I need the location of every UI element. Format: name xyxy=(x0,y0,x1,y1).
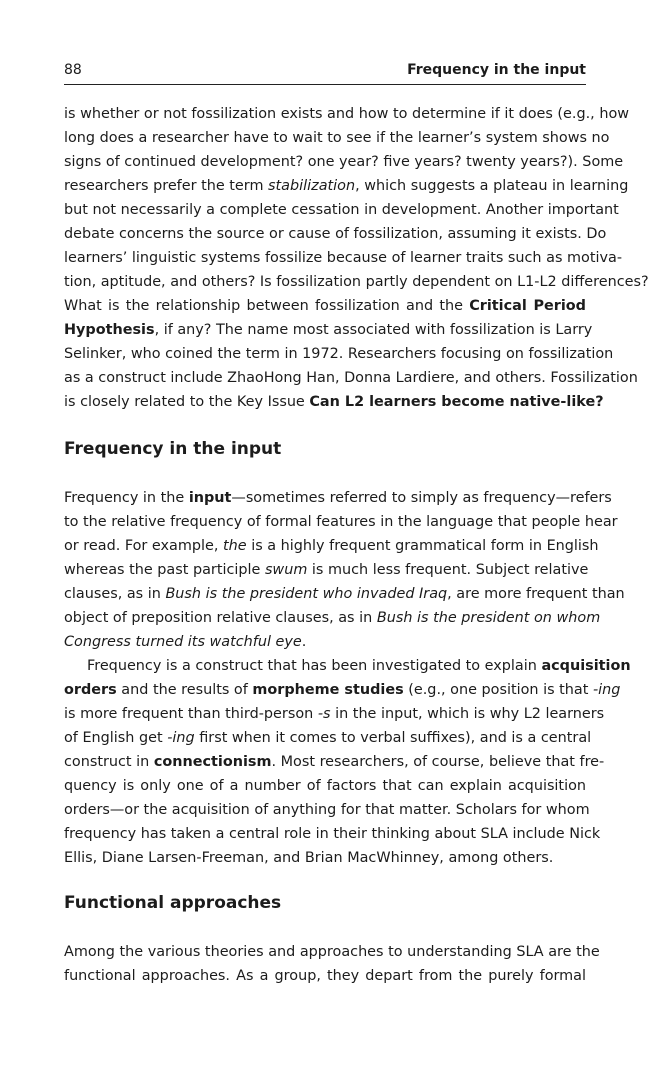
running-title: Frequency in the input xyxy=(407,62,586,78)
text-run: is closely related to the Key Issue xyxy=(64,394,310,410)
text-run: object of preposition relative clauses, as in xyxy=(64,610,377,626)
text-line xyxy=(64,487,612,509)
bold-term: Can L2 learners become native-like? xyxy=(309,394,604,410)
bold-term: Critical Period xyxy=(469,298,586,314)
text-run: , are more frequent than xyxy=(447,586,625,602)
text-line xyxy=(64,199,619,221)
text-run: and the results of xyxy=(116,682,253,698)
text-run: . xyxy=(301,634,307,650)
text-run: —sometimes referred to simply as frequency—refers xyxy=(231,490,612,506)
text-run: researchers prefer the term xyxy=(64,178,269,194)
text-line xyxy=(64,631,586,653)
text-run: of English get xyxy=(64,730,168,746)
text-line xyxy=(64,319,593,341)
text-line xyxy=(64,127,610,149)
bold-term: acquisition xyxy=(541,658,631,674)
text-line xyxy=(64,175,629,197)
italic-term: the xyxy=(223,538,247,554)
text-run: first when it comes to verbal suffixes), and is a central xyxy=(194,730,592,746)
italic-term: stabilization xyxy=(268,178,356,194)
italic-term: -s xyxy=(317,706,331,722)
text-line xyxy=(64,607,601,629)
text-line xyxy=(64,823,601,845)
text-line xyxy=(64,679,621,701)
text-run: in the input, which is why L2 learners xyxy=(330,706,605,722)
text-run: Selinker, who coined the term in 1972. Researchers focusing on fossilization xyxy=(64,346,614,362)
italic-term: Bush is the president on whom xyxy=(376,610,601,626)
text-run: clauses, as in xyxy=(64,586,166,602)
text-run: as a construct include ZhaoHong Han, Donna Lardiere, and others. Fossilization xyxy=(64,370,638,386)
text-line xyxy=(64,511,618,533)
italic-term: Congress turned its watchful eye xyxy=(64,634,302,650)
italic-term: Bush is the president who invaded Iraq xyxy=(165,586,448,602)
text-line xyxy=(64,965,586,987)
text-run: What is the relationship between fossilization and the xyxy=(64,298,470,314)
running-head xyxy=(64,62,586,85)
text-line xyxy=(64,367,638,389)
text-line xyxy=(64,559,589,581)
bold-term: morpheme studies xyxy=(252,682,404,698)
text-run: is more frequent than third-person xyxy=(64,706,318,722)
text-line xyxy=(64,247,623,269)
page-number: 88 xyxy=(64,62,82,78)
text-line xyxy=(64,751,605,773)
bold-term: orders xyxy=(64,682,117,698)
text-run: Among the various theories and approaches to understanding SLA are the xyxy=(64,944,600,960)
bold-term: Hypothesis xyxy=(64,322,155,338)
text-line xyxy=(64,799,590,821)
text-line xyxy=(64,223,607,245)
section-heading: Functional approaches xyxy=(64,893,282,913)
text-line xyxy=(64,343,614,365)
text-run: orders—or the acquisition of anything for that matter. Scholars for whom xyxy=(64,802,590,818)
text-run: learners’ linguistic systems fossilize because of learner traits such as motiva- xyxy=(64,250,623,266)
text-run: quency is only one of a number of factors that can explain acquisition xyxy=(64,778,586,794)
text-run: Frequency is a construct that has been investigated to explain xyxy=(87,658,542,674)
text-run: . Most researchers, of course, believe that fre- xyxy=(271,754,605,770)
text-run: signs of continued development? one year? five years? twenty years?). Some xyxy=(64,154,624,170)
italic-term: -ing xyxy=(592,682,621,698)
text-run: frequency has taken a central role in their thinking about SLA include Nick xyxy=(64,826,601,842)
text-run: to the relative frequency of formal features in the language that people hear xyxy=(64,514,618,530)
text-run: is whether or not fossilization exists and how to determine if it does (e.g., how xyxy=(64,106,630,122)
text-line xyxy=(64,703,605,725)
text-line xyxy=(64,271,649,293)
text-run: Ellis, Diane Larsen-Freeman, and Brian MacWhinney, among others. xyxy=(64,850,554,866)
italic-term: swum xyxy=(264,562,308,578)
text-run: , if any? The name most associated with fossilization is Larry xyxy=(154,322,593,338)
text-line xyxy=(64,295,586,317)
text-run: is a highly frequent grammatical form in English xyxy=(246,538,599,554)
text-run: or read. For example, xyxy=(64,538,223,554)
text-line xyxy=(64,151,624,173)
text-run: construct in xyxy=(64,754,154,770)
text-line xyxy=(64,583,625,605)
text-run: but not necessarily a complete cessation in development. Another important xyxy=(64,202,619,218)
text-line xyxy=(64,775,586,797)
text-run: Frequency in the xyxy=(64,490,189,506)
italic-term: -ing xyxy=(167,730,195,746)
text-run: long does a researcher have to wait to see if the learner’s system shows no xyxy=(64,130,610,146)
bold-term: input xyxy=(188,490,232,506)
text-run: debate concerns the source or cause of fossilization, assuming it exists. Do xyxy=(64,226,607,242)
text-line xyxy=(64,655,631,677)
text-line xyxy=(64,847,586,869)
text-line xyxy=(64,391,604,413)
text-run: is much less frequent. Subject relative xyxy=(307,562,589,578)
text-run: (e.g., one position is that xyxy=(403,682,593,698)
text-line xyxy=(64,941,600,963)
text-run: tion, aptitude, and others? Is fossilization partly dependent on L1-L2 differences? xyxy=(64,274,649,290)
text-line xyxy=(64,535,599,557)
text-run: , which suggests a plateau in learning xyxy=(355,178,629,194)
section-heading: Frequency in the input xyxy=(64,439,282,459)
text-line xyxy=(64,103,630,125)
text-run: functional approaches. As a group, they depart from the purely formal xyxy=(64,968,586,984)
bold-term: connectionism xyxy=(153,754,272,770)
text-line xyxy=(64,727,592,749)
text-run: whereas the past participle xyxy=(64,562,265,578)
